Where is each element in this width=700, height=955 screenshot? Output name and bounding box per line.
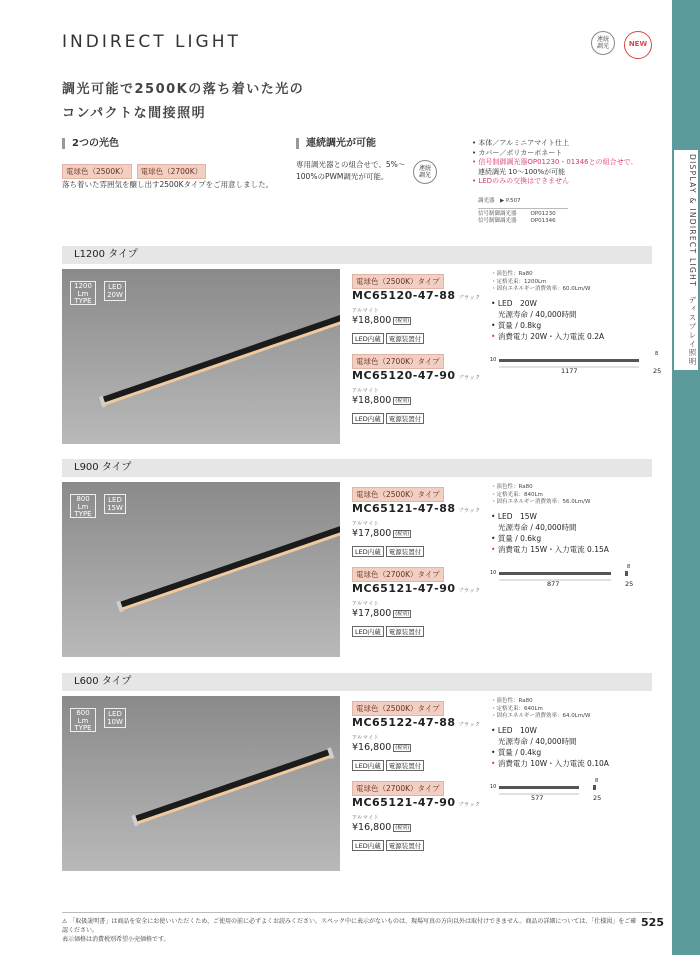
side-color-band	[672, 0, 700, 955]
option-tag: LED内蔵	[352, 413, 384, 424]
product-number[interactable]: MC65121-47-90 ブラックアルマイト	[352, 582, 481, 607]
dim-length: 877	[547, 580, 560, 588]
footer-divider	[62, 912, 652, 913]
bullet-item: • LEDのみの交換はできません	[472, 177, 570, 185]
spec-line: • 質量 / 0.8kg	[491, 320, 542, 330]
led-watt-tag: LED 10W	[104, 708, 126, 728]
dimmer-label: 調光器 ▶ P.507	[478, 198, 521, 204]
side-category-label: DISPLAY & INDIRECT LIGHT ディスプレイ照明	[674, 150, 698, 370]
option-tag: 電源装置付	[386, 626, 425, 637]
dimension-drawing	[490, 564, 653, 592]
spec-note: ・演色性：Ra80	[491, 698, 533, 704]
spec-line: • LED 10W	[491, 725, 537, 735]
spec-note: ・固有エネルギー消費効率：60.0Lm/W	[491, 286, 591, 292]
product-variants	[352, 482, 482, 638]
spec-line: • 消費電力 10W・入力電流 0.10A	[491, 758, 609, 768]
option-tag: 電源装置付	[386, 546, 425, 557]
light-bar-illustration	[62, 269, 340, 444]
lumen-tag: 800 Lm TYPE	[70, 494, 96, 518]
light-bar-illustration	[62, 696, 340, 871]
spec-note: ・演色性：Ra80	[491, 271, 533, 277]
product-variant	[352, 696, 482, 772]
bullet-item-continued: 連続調光 10～100%が可能	[478, 167, 566, 176]
color-tag-2500k: 電球色（2500K）	[62, 164, 132, 179]
feature-description-2: 100%のPWM調光が可能。	[296, 172, 389, 181]
feature-title: 2つの光色	[62, 138, 287, 149]
product-photo	[62, 482, 340, 657]
spec-line: • 消費電力 15W・入力電流 0.15A	[491, 544, 609, 554]
bullet-item: • 本体／アルミニアマイト仕上	[472, 139, 569, 147]
option-tag: LED内蔵	[352, 333, 384, 344]
spec-line: 光源寿命 / 40,000時間	[498, 736, 577, 746]
variant-type-tag: 電球色（2500K）タイプ	[352, 701, 444, 716]
product-variant	[352, 269, 482, 345]
option-tag: LED内蔵	[352, 760, 384, 771]
dimming-badge: 連続 調光	[591, 31, 615, 55]
product-photo	[62, 696, 340, 871]
variant-type-tag: 電球色（2700K）タイプ	[352, 354, 444, 369]
feature-bullet-list	[472, 139, 652, 187]
feature-light-colors	[62, 138, 287, 191]
spec-line: 光源寿命 / 40,000時間	[498, 309, 577, 319]
product-variant	[352, 482, 482, 558]
product-number[interactable]: MC65121-47-90 ブラックアルマイト	[352, 796, 481, 821]
product-number[interactable]: MC65120-47-90 ブラックアルマイト	[352, 369, 481, 394]
product-price: ¥18,800 (税別)	[352, 315, 410, 326]
led-watt-tag: LED 15W	[104, 494, 126, 514]
product-number[interactable]: MC65122-47-88 ブラックアルマイト	[352, 716, 481, 741]
dim-side: 10	[490, 784, 497, 790]
spec-note: ・固有エネルギー消費効率：64.0Lm/W	[491, 713, 591, 719]
product-price: ¥18,800 (税別)	[352, 395, 410, 406]
spec-line: 光源寿命 / 40,000時間	[498, 522, 577, 532]
spec-line: • 質量 / 0.4kg	[491, 747, 542, 757]
product-price: ¥16,800 (税別)	[352, 822, 410, 833]
spec-note: ・定格光束：1200Lm	[491, 278, 547, 285]
dim-width: 8	[655, 351, 659, 357]
product-number[interactable]: MC65121-47-88 ブラックアルマイト	[352, 502, 481, 527]
color-tag-2700k: 電球色（2700K）	[137, 164, 207, 179]
dimmer-reference: 調光器 ▶ P.507 信号制御調光器 OP01230 信号制御調光器 OP01346	[478, 198, 598, 225]
product-price: ¥17,800 (税別)	[352, 608, 410, 619]
option-tag: 電源装置付	[386, 333, 425, 344]
spec-note: ・固有エネルギー消費効率：56.0Lm/W	[491, 499, 591, 505]
option-tag: LED内蔵	[352, 626, 384, 637]
feature-title: 連続調光が可能	[296, 138, 446, 149]
variant-type-tag: 電球色（2500K）タイプ	[352, 274, 444, 289]
spec-note: ・定格光束：640Lm	[491, 705, 543, 712]
spec-block	[491, 484, 651, 555]
dim-width: 8	[595, 778, 599, 784]
feature-description: 落ち着いた雰囲気を醸し出す2500Kタイプをご用意しました。	[62, 180, 274, 189]
variant-type-tag: 電球色（2700K）タイプ	[352, 781, 444, 796]
option-tag: 電源装置付	[386, 413, 425, 424]
product-number[interactable]: MC65120-47-88 ブラックアルマイト	[352, 289, 481, 314]
product-variants	[352, 696, 482, 852]
product-photo	[62, 269, 340, 444]
variant-type-tag: 電球色（2500K）タイプ	[352, 487, 444, 502]
option-tag: 電源装置付	[386, 760, 425, 771]
lumen-tag: 1200 Lm TYPE	[70, 281, 96, 305]
dim-width: 8	[627, 564, 631, 570]
option-tag: LED内蔵	[352, 546, 384, 557]
product-variant	[352, 562, 482, 638]
page-title: INDIRECT LIGHT	[62, 32, 241, 52]
spec-note: ・定格光束：840Lm	[491, 491, 543, 498]
spec-note: ・演色性：Ra80	[491, 484, 533, 490]
footer-note: ⚠ 「取扱説明書」は商品を安全にお使いいただくため、ご使用の前に必ずよくお読みください。スペック中に表示がないものは、現場写真の方向以外は取付けできません。商品の詳細については、「仕様図」をご確認ください。 表示価格は消費税別希望小売価格です。	[62, 918, 637, 943]
dim-height: 25	[653, 367, 662, 375]
light-bar-illustration	[62, 482, 340, 657]
product-price: ¥16,800 (税別)	[352, 742, 410, 753]
new-badge: NEW	[624, 31, 652, 59]
dim-height: 25	[593, 794, 602, 802]
feature-description-1: 専用調光器との組合せで、5%～	[296, 160, 406, 169]
spec-line: • LED 15W	[491, 511, 537, 521]
section-header: L900 タイプ	[62, 459, 652, 477]
variant-type-tag: 電球色（2700K）タイプ	[352, 567, 444, 582]
dimension-drawing	[490, 778, 653, 806]
dim-side: 10	[490, 570, 497, 576]
option-tag: 電源装置付	[386, 840, 425, 851]
product-variant	[352, 349, 482, 425]
spec-block	[491, 698, 651, 769]
spec-line: • 質量 / 0.6kg	[491, 533, 542, 543]
spec-block	[491, 271, 651, 342]
product-variant	[352, 776, 482, 852]
section-header: L1200 タイプ	[62, 246, 652, 264]
dim-side: 10	[490, 357, 497, 363]
bullet-item: • カバー／ポリカーボネート	[472, 148, 563, 157]
spec-line: • LED 20W	[491, 298, 537, 308]
bullet-item: • 信号制御調光器OP01230・01346との組合せで、	[472, 158, 638, 166]
led-watt-tag: LED 20W	[104, 281, 126, 301]
dimming-badge-small: 連続 調光	[413, 160, 437, 184]
dim-length: 1177	[561, 367, 578, 375]
headline-line-2: コンパクトな間接照明	[62, 106, 207, 121]
section-header: L600 タイプ	[62, 673, 652, 691]
product-variants	[352, 269, 482, 425]
product-price: ¥17,800 (税別)	[352, 528, 410, 539]
page-number: 525	[641, 916, 664, 929]
spec-line: • 消費電力 20W・入力電流 0.2A	[491, 331, 605, 341]
headline-line-1: 調光可能で2500Kの落ち着いた光の	[62, 82, 305, 97]
lumen-tag: 600 Lm TYPE	[70, 708, 96, 732]
dim-length: 577	[531, 794, 544, 802]
dimension-drawing	[490, 351, 662, 379]
option-tag: LED内蔵	[352, 840, 384, 851]
dim-height: 25	[625, 580, 634, 588]
